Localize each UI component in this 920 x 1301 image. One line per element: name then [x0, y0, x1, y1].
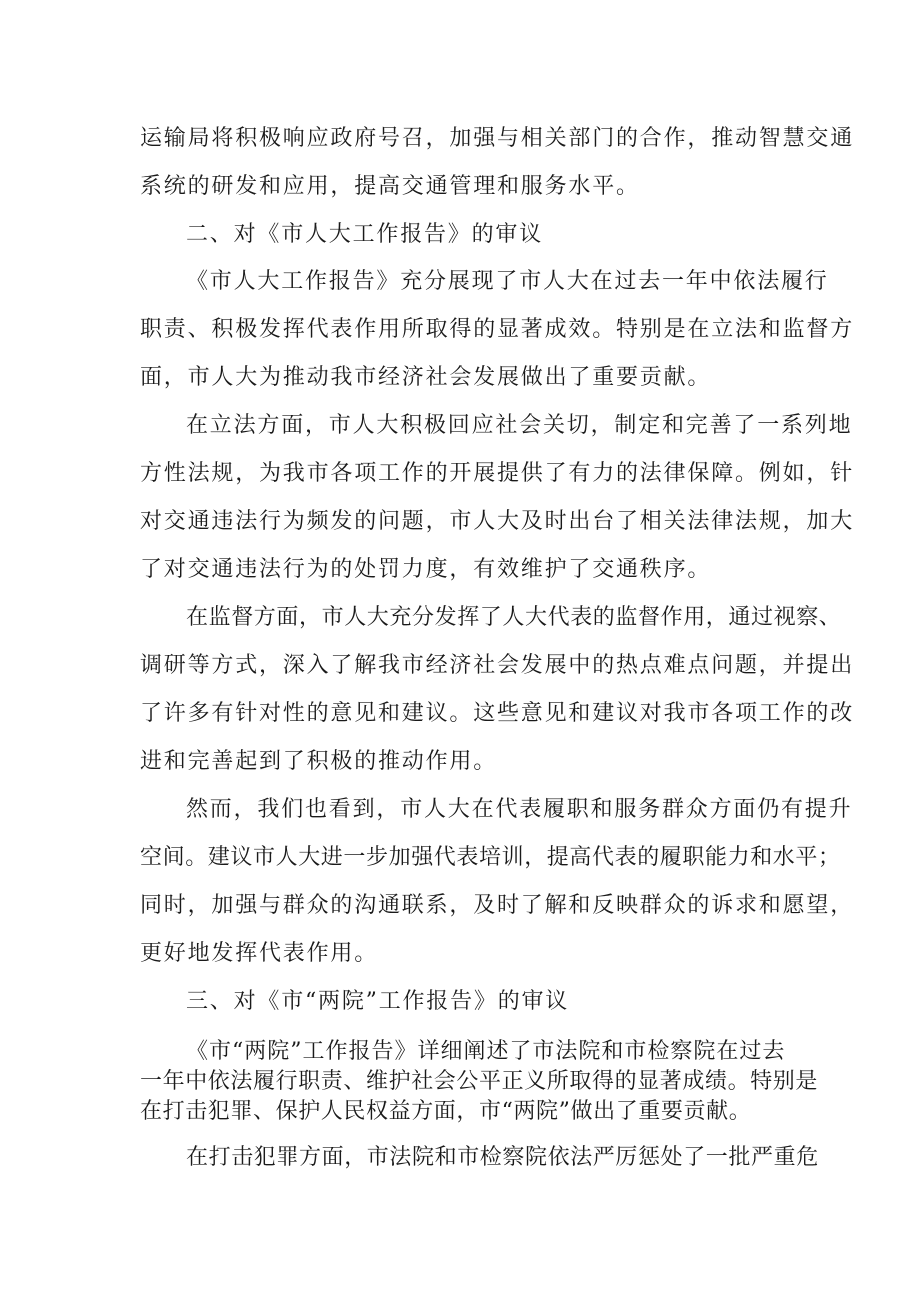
section-heading: 三、对《市“两院”工作报告》的审议 [186, 989, 570, 1014]
body-text-line: 方性法规，为我市各项工作的开展提供了有力的法律保障。例如，针 [140, 461, 855, 486]
body-text-line: 然而，我们也看到，市人大在代表履职和服务群众方面仍有提升 [186, 797, 853, 822]
body-text-line: 面，市人大为推动我市经济社会发展做出了重要贡献。 [140, 365, 712, 390]
body-text-line: 在打击犯罪、保护人民权益方面，市“两院”做出了重要贡献。 [140, 1099, 752, 1124]
body-text-line: 在监督方面，市人大充分发挥了人大代表的监督作用，通过视察、 [186, 605, 842, 630]
body-text-line: 对交通违法行为频发的问题，市人大及时出台了相关法律法规，加大 [140, 509, 855, 534]
body-text-line: 空间。建议市人大进一步加强代表培训，提高代表的履职能力和水平； [140, 845, 841, 870]
body-text-line: 了许多有针对性的意见和建议。这些意见和建议对我市各项工作的改 [140, 701, 855, 726]
body-text-line: 在打击犯罪方面，市法院和市检察院依法严厉惩处了一批严重危 [186, 1145, 819, 1170]
body-text-line: 同时，加强与群众的沟通联系，及时了解和反映群众的诉求和愿望， [140, 893, 855, 918]
body-text-line: 了对交通违法行为的处罚力度，有效维护了交通秩序。 [140, 557, 712, 582]
body-text-line: 《市“两院”工作报告》详细阐述了市法院和市检察院在过去 [186, 1039, 785, 1064]
body-text-line: 更好地发挥代表作用。 [140, 941, 379, 966]
body-text-line: 在立法方面，市人大积极回应社会关切，制定和完善了一系列地 [186, 413, 853, 438]
body-text-line: 调研等方式，深入了解我市经济社会发展中的热点难点问题，并提出 [140, 653, 855, 678]
body-text-line: 运输局将积极响应政府号召，加强与相关部门的合作，推动智慧交通 [140, 126, 855, 151]
body-text-line: 系统的研发和应用，提高交通管理和服务水平。 [140, 174, 640, 199]
section-heading: 二、对《市人大工作报告》的审议 [186, 222, 544, 247]
body-text-line: 职责、积极发挥代表作用所取得的显著成效。特别是在立法和监督方 [140, 317, 855, 342]
body-text-line: 进和完善起到了积极的推动作用。 [140, 749, 498, 774]
body-text-line: 《市人大工作报告》充分展现了市人大在过去一年中依法履行 [186, 269, 829, 294]
body-text-line: 一年中依法履行职责、维护社会公平正义所取得的显著成绩。特别是 [140, 1069, 819, 1094]
